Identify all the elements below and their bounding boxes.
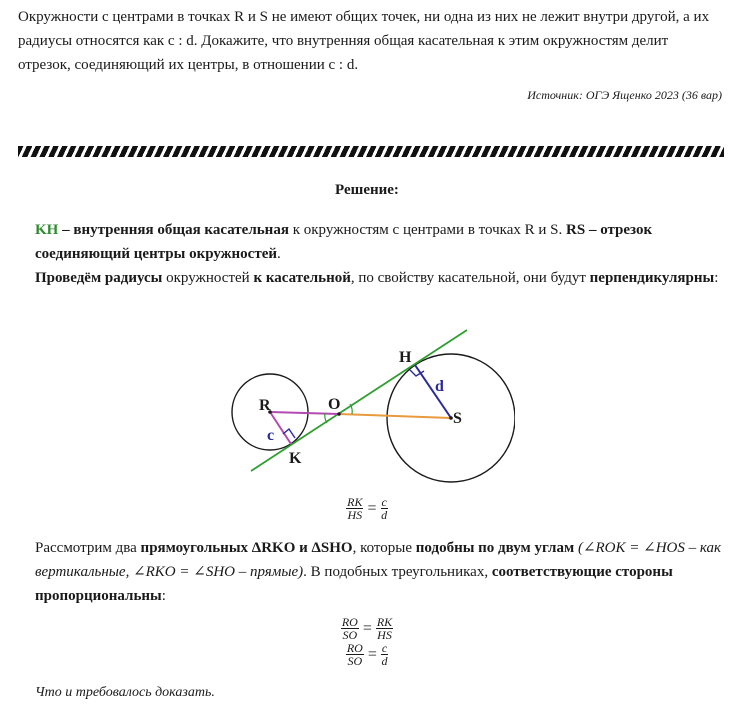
p1-text-2: . xyxy=(277,246,281,262)
circles-diagram xyxy=(225,320,515,490)
label-h: H xyxy=(399,349,412,366)
fraction-c-d xyxy=(381,642,388,667)
section-divider xyxy=(18,146,724,157)
fraction-numerator: RO xyxy=(346,641,363,655)
p2-bold-2: к касательной xyxy=(253,270,351,286)
fraction-denominator: HS xyxy=(377,628,392,642)
fraction-denominator: SO xyxy=(342,628,358,642)
tangent-line-kh xyxy=(251,330,467,471)
equals-sign: = xyxy=(367,645,377,663)
solution-paragraph-1 xyxy=(18,218,734,266)
label-d: d xyxy=(435,378,444,395)
tangent-name: KH xyxy=(35,222,59,238)
fraction-denominator: d xyxy=(381,654,388,668)
equals-sign: = xyxy=(362,619,372,637)
p1-bold-2: RS – отрезок соединяющий центры окружностей xyxy=(35,222,653,262)
fraction-rk-hs xyxy=(376,616,393,641)
p3-text-4: : xyxy=(161,588,166,604)
fraction-numerator: c xyxy=(381,641,388,655)
solution-paragraph-3 xyxy=(18,536,734,608)
p3-bold-2: подобны по двум углам xyxy=(415,540,575,556)
ratio-ro-so-c-d xyxy=(0,642,734,667)
solution-paragraph-2 xyxy=(18,266,734,290)
p2-text-2: , по свойству касательной, они будут xyxy=(350,270,590,286)
problem-text: Окружности с центрами в точках R и S не имеют общих точек, ни одна из них не лежит внутри другой, а их радиусы относятся как c : d. Докажите, что внутренняя общая касательная к этим окружностям делит отрезок, соединяющий их центры, в отношении c : d. xyxy=(18,9,710,73)
fraction-numerator: RK xyxy=(376,615,393,629)
label-r: R xyxy=(259,397,271,414)
p3-text-3: . В подобных треугольниках, xyxy=(303,564,492,580)
problem-source: Источник: ОГЭ Ященко 2023 (36 вар) xyxy=(527,88,722,102)
p3-text-2: , которые xyxy=(352,540,416,556)
fraction-denominator: HS xyxy=(347,508,363,522)
ratio-ro-so-rk-hs xyxy=(0,616,734,641)
fraction-numerator: c xyxy=(381,495,387,509)
p2-text-1: окружностей xyxy=(162,270,254,286)
fraction-numerator: RO xyxy=(341,615,358,629)
p1-text-1: к окружностям с центрами в точках R и S. xyxy=(288,222,567,238)
label-c: c xyxy=(267,427,275,444)
solution-heading: Решение: xyxy=(335,182,399,198)
fraction-denominator: d xyxy=(381,508,388,522)
p3-text-1: Рассмотрим два xyxy=(35,540,141,556)
segment-os xyxy=(339,414,451,418)
p3-bold-3: соответствующие стороны пропорциональны xyxy=(35,564,673,604)
label-s: S xyxy=(453,410,462,427)
proof-conclusion: Что и требовалось доказать. xyxy=(35,685,215,700)
fraction-ro-so xyxy=(341,616,359,641)
geometry-figure xyxy=(225,320,515,490)
fraction-numerator: RK xyxy=(347,495,363,509)
fraction-rk-hs xyxy=(346,496,363,521)
p3-bold-1: прямоугольных ΔRKO и ΔSHO xyxy=(140,540,353,556)
label-k: K xyxy=(289,450,302,467)
p1-bold-1: – внутренняя общая касательная xyxy=(58,222,289,238)
problem-statement xyxy=(18,5,718,77)
fraction-c-d xyxy=(381,496,388,521)
ratio-rk-hs xyxy=(0,496,734,521)
p3-italic-1: (∠ROK = ∠HOS – как вертикальные, ∠RKO = ∠SHO – прямые) xyxy=(35,540,722,580)
fraction-denominator: SO xyxy=(347,654,363,668)
label-o: O xyxy=(328,396,341,413)
fraction-ro-so xyxy=(346,642,364,667)
p2-text-3: : xyxy=(714,270,719,286)
p2-bold-3: перпендикулярны xyxy=(589,270,715,286)
p2-bold-1: Проведём радиусы xyxy=(35,270,163,286)
equals-sign: = xyxy=(367,499,377,517)
